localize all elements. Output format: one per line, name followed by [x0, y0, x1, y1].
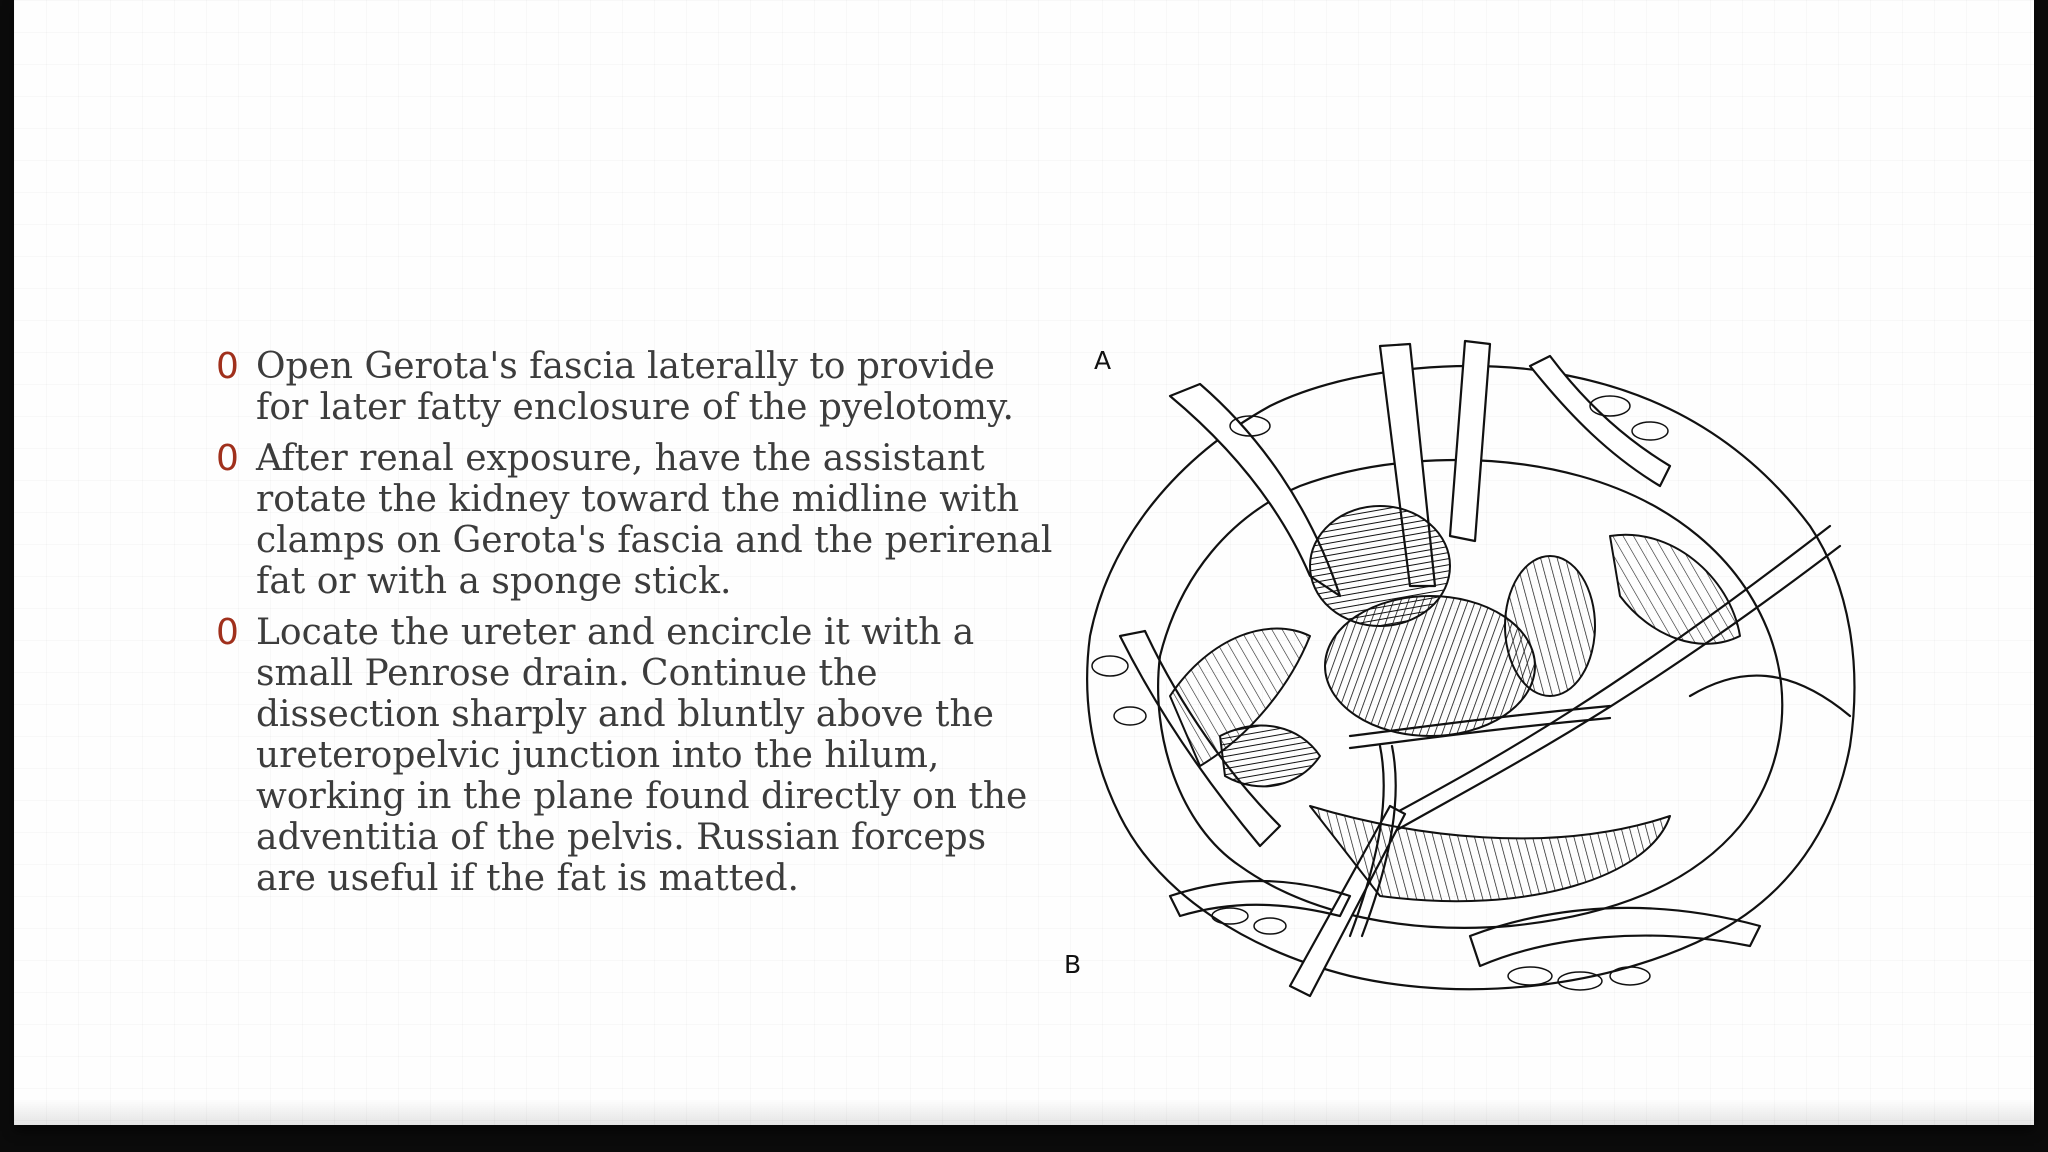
slide: [14, 0, 2034, 1125]
bullet-item-1: [216, 346, 1056, 428]
figure-label-a: A: [1094, 346, 1112, 375]
surgical-illustration: [1050, 336, 1882, 1010]
bullet-list: [216, 346, 1056, 909]
slide-shadow: [14, 1099, 2034, 1125]
bullet-marker: 0: [216, 612, 239, 653]
bullet-text: Locate the ureter and encircle it with a small Penrose drain. Continue the dissection sharply and bluntly above the ureteropelvic junction into the hilum, working in the plane found directly on the adventitia of the pelvis. Russian forceps are useful if the fat is matted.: [256, 612, 1028, 899]
bullet-marker: 0: [216, 346, 239, 387]
bullet-item-3: [216, 612, 1056, 899]
figure-label-b: B: [1064, 950, 1082, 979]
bullet-marker: 0: [216, 438, 239, 479]
bullet-text: After renal exposure, have the assistant rotate the kidney toward the midline with clamps on Gerota's fascia and the perirenal fat or with a sponge stick.: [256, 438, 1053, 602]
bullet-item-2: [216, 438, 1056, 602]
surgical-drawing: [1050, 336, 1882, 1010]
bullet-text: Open Gerota's fascia laterally to provide for later fatty enclosure of the pyelotomy.: [256, 346, 1015, 428]
